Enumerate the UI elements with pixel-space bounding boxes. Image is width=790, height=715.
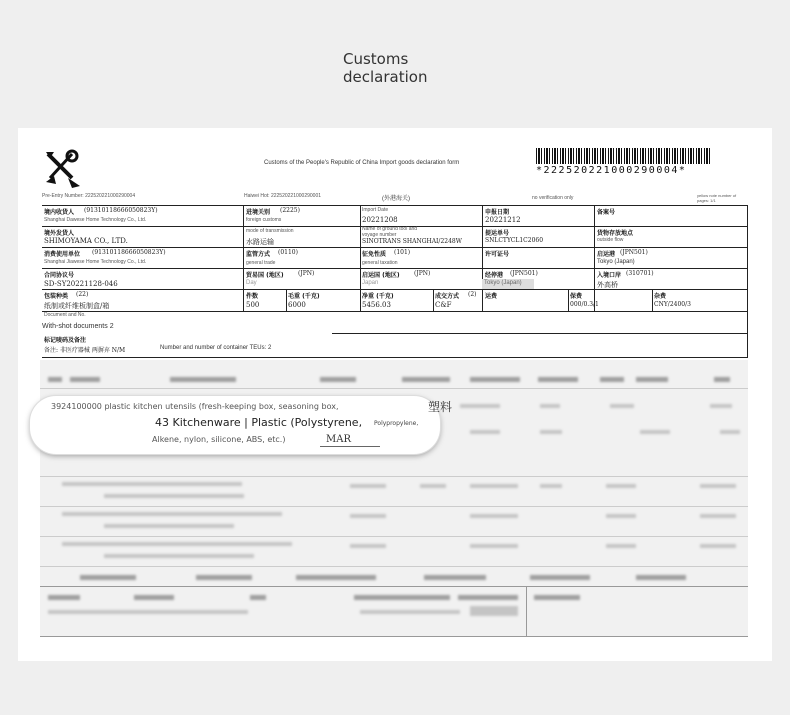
verification-note: no verification only [532, 195, 574, 201]
material-small: Polypropylene, [374, 420, 419, 427]
port-name: (外港海关) [382, 196, 410, 202]
gross-label: 毛重 (千克) [288, 293, 320, 300]
pages-note: yellow note number of pages: 1/1 [697, 193, 737, 203]
misc-label: 杂费 [654, 293, 667, 300]
port-code: (2225) [280, 207, 300, 214]
product-name-line: 43 Kitchenware | Plastic (Polystyrene, [155, 416, 363, 429]
transit-port-code: (JPN501) [510, 270, 538, 277]
license-label: 许可证号 [485, 251, 510, 258]
entry-port-label: 入境口岸 [597, 272, 622, 279]
user-label: 消费使用单位 [44, 251, 81, 258]
import-date: 20221208 [362, 216, 398, 224]
barcode-number: *222520221000290004* [536, 165, 687, 176]
misc-fee: CNY/2400/3 [654, 301, 691, 308]
bl-number: SNLCTYCL1C2060 [485, 237, 544, 244]
pieces: 500 [246, 301, 260, 309]
highlighted-goods-item [30, 396, 453, 454]
page-title: Customs declaration [343, 50, 428, 86]
entry-port-code: (310701) [626, 270, 654, 277]
depart-country-label: 启运国 (地区) [362, 272, 400, 279]
supervise-code: (0110) [278, 249, 298, 256]
transit-port: Tokyo (Japan) [484, 280, 522, 286]
net-weight: 5456.03 [362, 301, 391, 309]
contract-label: 合同协议号 [44, 272, 75, 279]
origin-port-code: (JPN501) [620, 249, 648, 256]
insurance: 000/0.3/1 [570, 301, 599, 308]
entry-port: 外高桥 [597, 281, 618, 289]
package: 纸制或纤维板制盒/箱 [44, 302, 110, 310]
hs-code-line: 3924100000 plastic kitchen utensils (fresh-keeping box, seasoning box, [51, 402, 339, 411]
package-label: 包装种类 [44, 293, 69, 300]
transit-port-label: 经停港 [485, 272, 504, 279]
transport-label: mode of transmission [246, 228, 294, 234]
trade-country-label: 贸易国 (地区) [246, 272, 284, 279]
form-title: Customs of the People's Republic of China Import goods declaration form [264, 160, 460, 166]
port-label: 进境关别 [246, 209, 271, 216]
import-date-label: Import Date [362, 207, 389, 213]
brand-name: MAR [326, 434, 351, 445]
package-en: Document and No. [44, 312, 86, 318]
freight-label: 运费 [485, 293, 498, 300]
supervise-label: 监管方式 [246, 251, 271, 258]
plastic-cn-label: 塑料 [428, 400, 453, 414]
trade-country: Day [246, 280, 257, 286]
depart-country: Japan [362, 280, 379, 286]
contract-number: SD-SY20221128-046 [44, 280, 118, 288]
consignee-label: 境内收货人 [44, 209, 75, 216]
user-en: Shanghai Jiawese Home Technology Co., Ltd. [44, 259, 147, 265]
vessel-label: Name of ground tool and voyage number [362, 226, 418, 238]
goods-place-label: 货物存放地点 [597, 230, 634, 237]
teu-count: Number and number of container TEUs: 2 [160, 345, 272, 351]
shipper: SHIMOYAMA CO., LTD. [44, 237, 128, 245]
port-en: foreign customs [246, 217, 282, 223]
material-line: Alkene, nylon, silicone, ABS, etc.) [152, 435, 286, 444]
shipper-label: 境外发货人 [44, 230, 75, 237]
vessel: SINOTRANS SHANGHAI/2248W [362, 238, 462, 245]
supervise-en: general trade [246, 260, 276, 266]
transport: 水路运输 [246, 238, 274, 246]
deal-code: (2) [468, 291, 477, 298]
deal-label: 成交方式 [435, 293, 460, 300]
gross-weight: 6000 [288, 301, 306, 309]
declare-date-label: 申报日期 [485, 209, 510, 216]
bl-label: 提运单号 [485, 230, 510, 237]
customs-emblem-icon [42, 148, 84, 190]
barcode [536, 148, 712, 164]
net-label: 净重 (千克) [362, 293, 394, 300]
levy-label: 征免性质 [362, 251, 387, 258]
user-code: (91310118666050823Y) [92, 249, 166, 256]
levy-en: general taxation [362, 260, 398, 266]
origin-port-label: 启运港 [597, 251, 616, 258]
pre-entry-number: Pre-Entry Number: 222520221000290004 [42, 193, 136, 199]
deal-mode: C&F [435, 301, 452, 309]
record-label: 备案号 [597, 209, 616, 216]
haiwei-number: Haiwei Hot: 222520221000290001 [244, 193, 322, 199]
marks-label: 标记唛码及备注 [44, 337, 87, 344]
origin-port: Tokyo (Japan) [597, 259, 635, 265]
levy-code: (101) [394, 249, 411, 256]
insurance-label: 保费 [570, 293, 583, 300]
declare-date: 20221212 [485, 216, 521, 224]
consignee-code: (91310118666050823Y) [84, 207, 158, 214]
depart-country-code: (JPN) [414, 270, 431, 277]
consignee-en: Shanghai Dawese Home Technology Co., Ltd. [44, 217, 147, 223]
package-code: (22) [76, 291, 89, 298]
attached-documents: With-shot documents 2 [42, 323, 114, 330]
marks-note: 备注: 非医疗器械 两摒弃 N/M [44, 347, 126, 354]
pieces-label: 件数 [246, 293, 259, 300]
goods-place-en: outside flow [597, 237, 624, 243]
trade-country-code: (JPN) [298, 270, 315, 277]
